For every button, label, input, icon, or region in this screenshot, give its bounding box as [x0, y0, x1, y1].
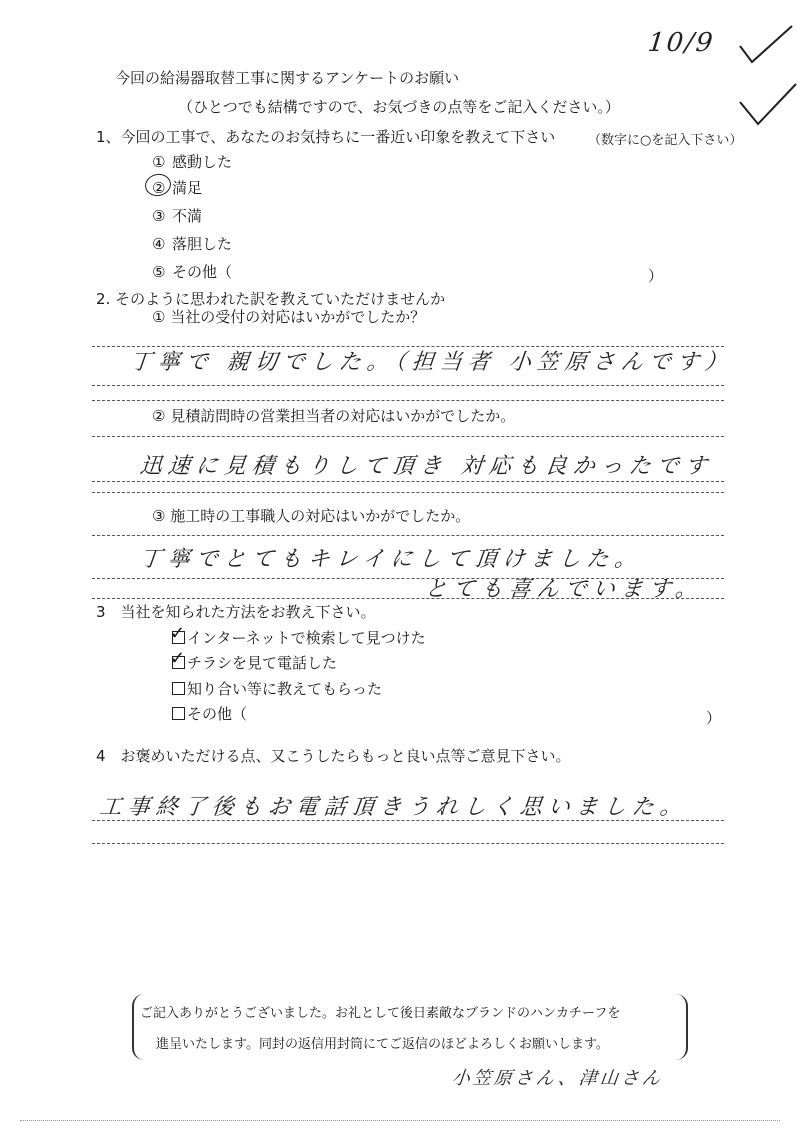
q1-option-label: その他（ [172, 263, 233, 281]
q3-option-other[interactable] [172, 703, 247, 724]
q1-note: （数字に○を記入下さい） [588, 133, 743, 148]
q2-answer2[interactable]: 迅速に見積もりして頂き 対応も良かったです [138, 454, 715, 479]
answer-line [92, 492, 724, 493]
q3-option-label: インターネットで検索して見つけた [187, 629, 426, 647]
handwritten-names: 小笠原さん、津山さん [450, 1068, 665, 1089]
q1-option-3[interactable] [152, 205, 202, 226]
q3-other-close: ） [706, 709, 722, 727]
answer-line [92, 843, 724, 844]
checkbox[interactable] [172, 707, 185, 720]
q4-prompt: 4 お褒めいただける点、又こうしたらもっと良い点等ご意見下さい。 [96, 747, 571, 765]
answer-line [92, 598, 724, 599]
check-mark-icon: ✓ [170, 623, 186, 644]
q1-option-4[interactable] [152, 233, 232, 254]
answer-line [92, 578, 724, 579]
check-mark-icon: ✓ [170, 648, 186, 669]
check-marks-icon [700, 20, 800, 130]
q1-option-label: 感動した [172, 153, 233, 171]
checkbox[interactable] [170, 648, 186, 669]
q2-sub2: ② 見積訪問時の営業担当者の対応はいかがでしたか。 [152, 407, 516, 425]
checkbox[interactable] [172, 682, 185, 695]
q2-answer3-line1[interactable]: 丁寧でとてもキレイにして頂けました。 [138, 547, 644, 572]
q1-option-label: 満足 [172, 179, 203, 197]
answer-line [92, 535, 724, 536]
q2-answer3-line2[interactable]: とても喜んでいます。 [423, 577, 705, 602]
q3-option-label: チラシを見て電話した [187, 654, 338, 672]
scan-edge-divider [20, 1120, 780, 1121]
q1-option-number: ⑤ [152, 263, 166, 281]
footer-line-2: 進呈いたします。同封の返信用封筒にてご返信のほどよろしくお願いします。 [156, 1037, 609, 1052]
answer-line [92, 820, 724, 821]
q1-option-number: ① [152, 153, 166, 171]
answer-line [92, 400, 724, 401]
q1-option-label: 落胆した [172, 235, 233, 253]
q1-option-5[interactable] [152, 261, 232, 282]
q3-option-internet[interactable] [170, 623, 426, 648]
q3-option-label: 知り合い等に教えてもらった [187, 680, 383, 698]
q2-answer1[interactable]: 丁寧で 親切でした。（担当者 小笠原さんです） [128, 350, 735, 375]
q4-answer[interactable]: 工事終了後もお電話頂きうれしく思いました。 [98, 795, 690, 820]
footer-line-1: ご記入ありがとうございました。お礼として後日素敵なブランドのハンカチーフを [140, 1006, 621, 1021]
q1-option-1[interactable] [152, 151, 232, 172]
q3-option-label: その他（ [187, 705, 248, 723]
q2-sub1: ① 当社の受付の対応はいかがでしたか？ [152, 308, 426, 326]
q2-prompt: 2. そのように思われた訳を教えていただけませんか [96, 290, 446, 308]
q2-sub3: ③ 施工時の工事職人の対応はいかがでしたか。 [152, 507, 471, 525]
q1-prompt: 1、今回の工事で、あなたのお気持ちに一番近い印象を教えて下さい [96, 128, 556, 146]
answer-line [92, 436, 724, 437]
q1-option-number: ② [152, 179, 166, 197]
q1-option-number: ③ [152, 207, 166, 225]
answer-line [92, 481, 724, 482]
answer-line [92, 385, 724, 386]
q3-option-flyer[interactable] [170, 648, 338, 673]
q1-other-close: ） [648, 267, 664, 285]
form-title: 今回の給湯器取替工事に関するアンケートのお願い [115, 69, 460, 87]
q1-option-label: 不満 [172, 207, 203, 225]
handwritten-date: 10/9 [646, 28, 716, 58]
form-subtitle: （ひとつでも結構ですので、お気づきの点等をご記入ください。） [178, 98, 620, 116]
checkbox[interactable] [170, 623, 186, 644]
q1-option-number: ④ [152, 235, 166, 253]
q3-prompt: 3 当社を知られた方法をお教え下さい。 [96, 603, 376, 621]
q3-option-referral[interactable] [172, 678, 382, 699]
